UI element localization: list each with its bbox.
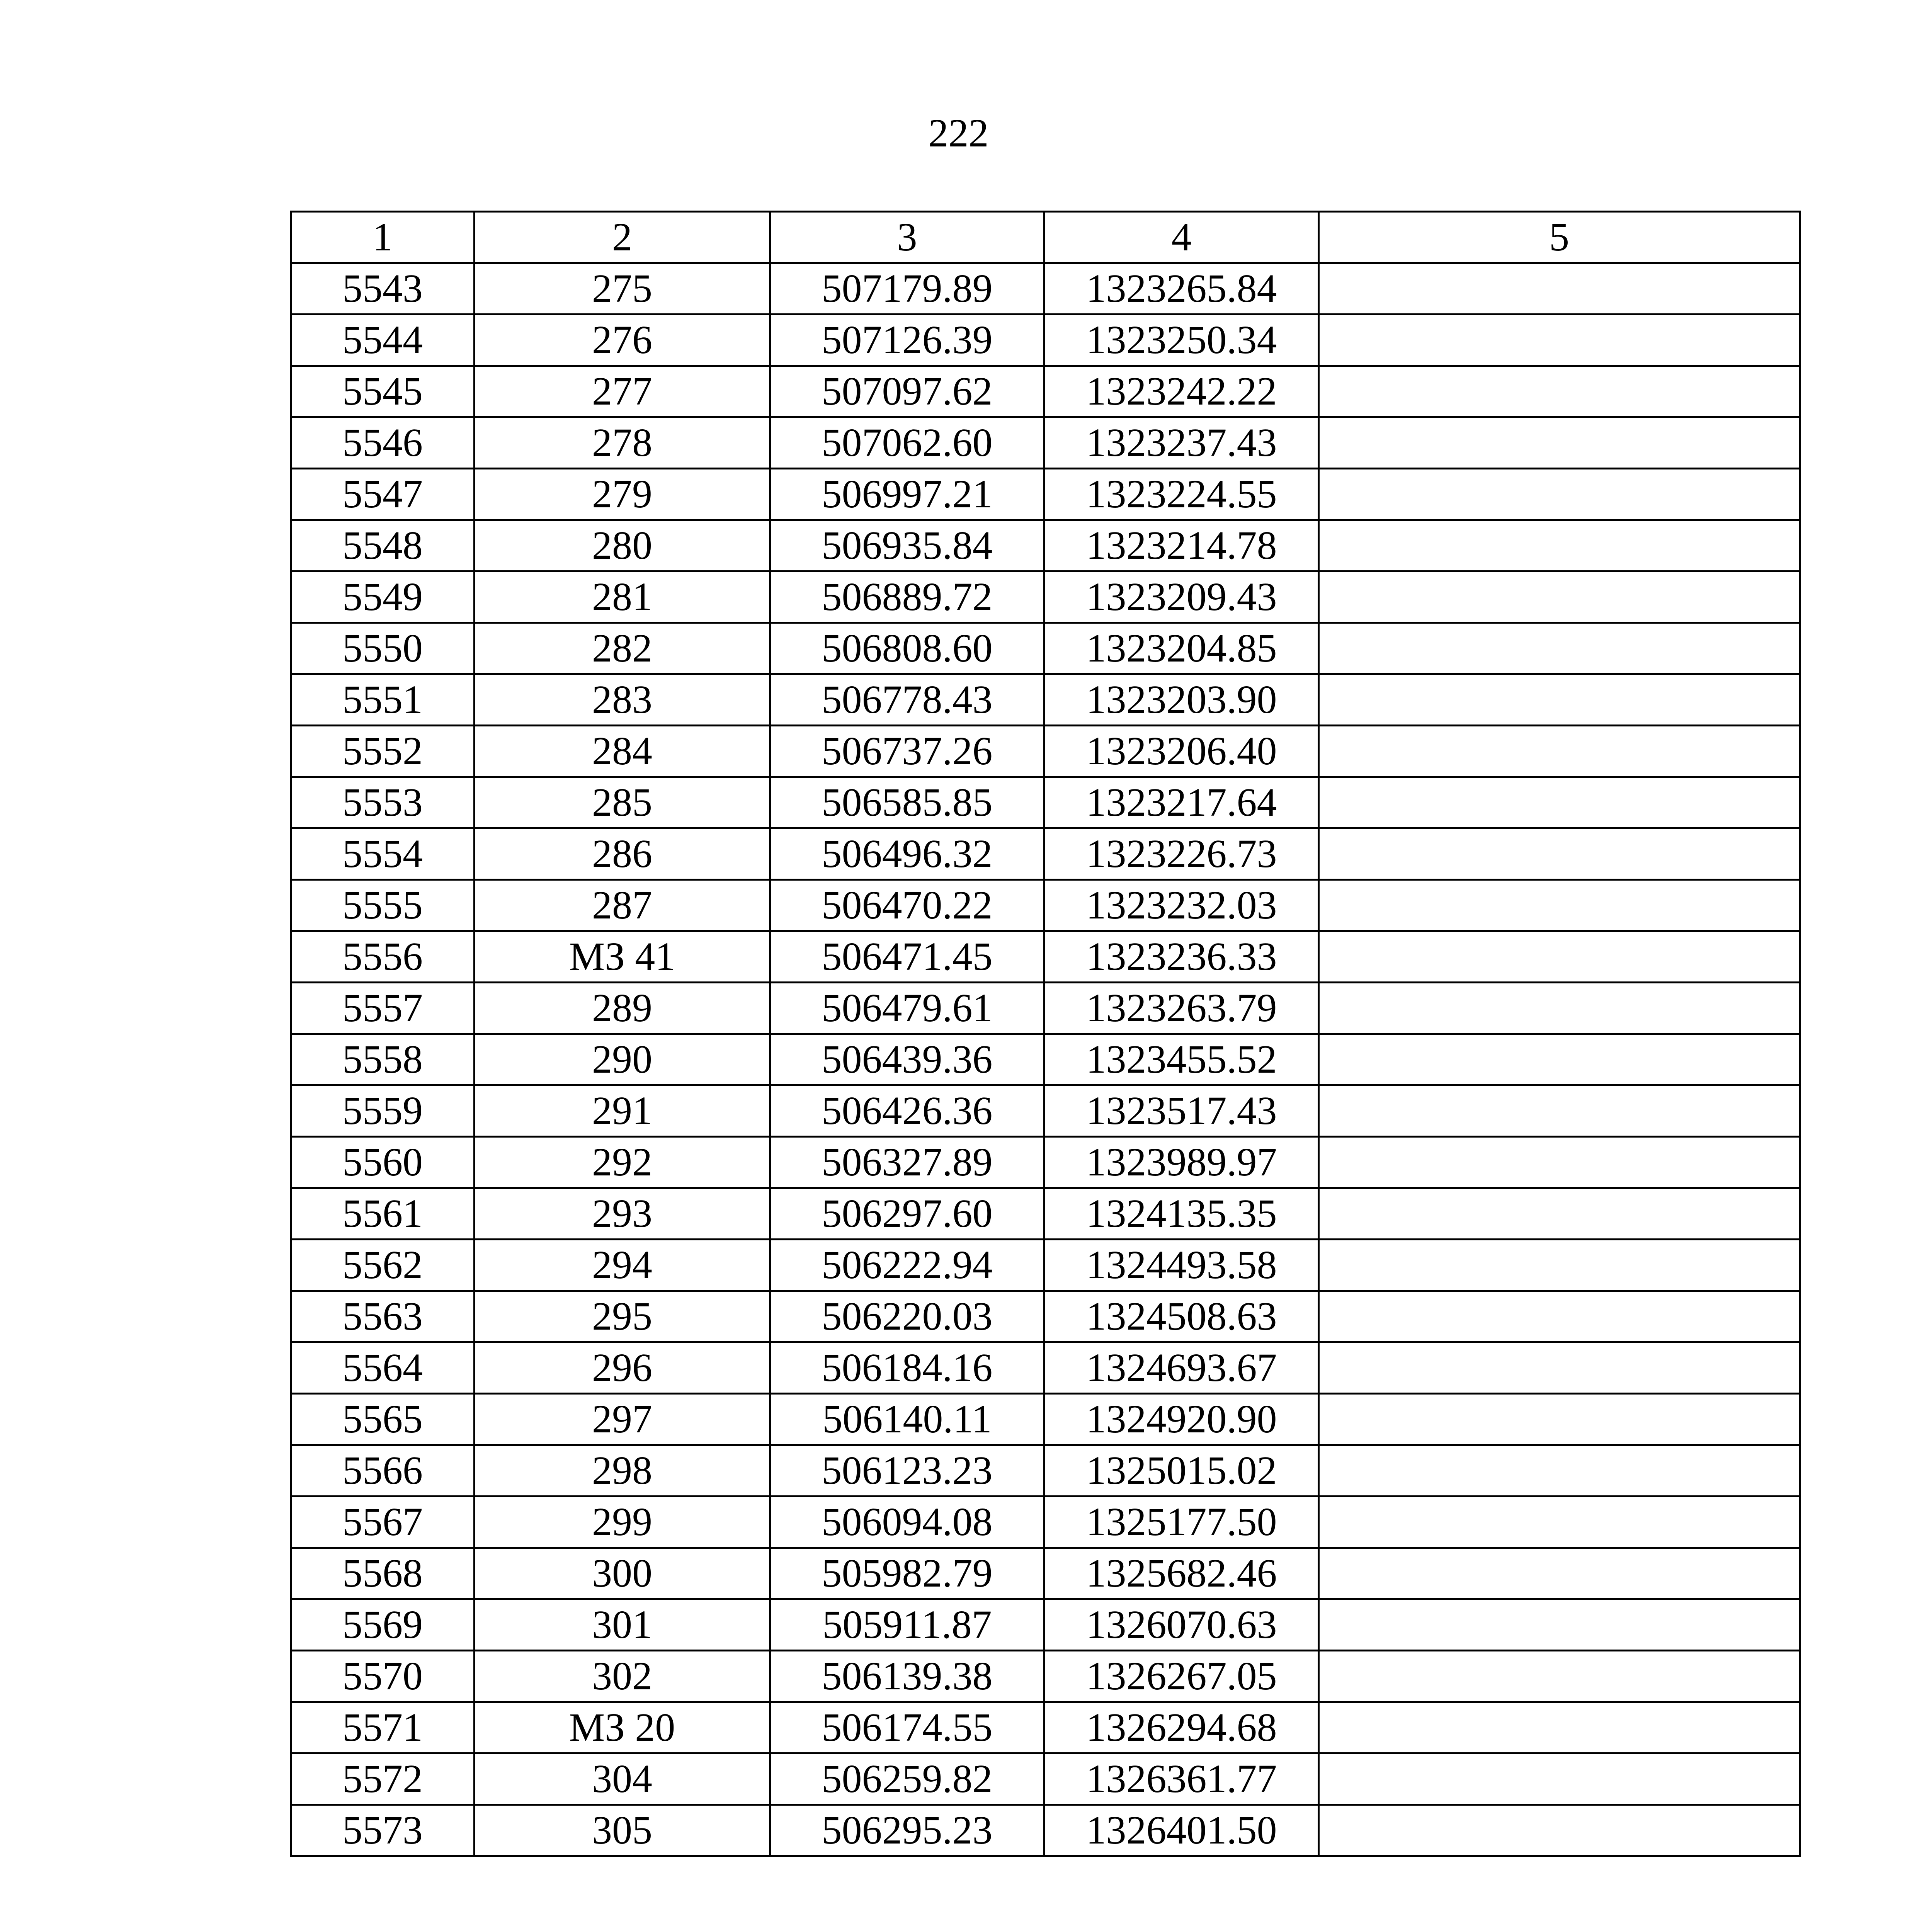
cell-y: 1324135.35 — [1044, 1188, 1319, 1240]
cell-x: 506123.23 — [770, 1445, 1044, 1497]
cell-note — [1319, 1034, 1800, 1085]
cell-x: 506327.89 — [770, 1137, 1044, 1188]
cell-note — [1319, 1240, 1800, 1291]
cell-point-designation: 286 — [475, 828, 770, 880]
cell-point-designation: 289 — [475, 983, 770, 1034]
cell-point-designation: 284 — [475, 726, 770, 777]
cell-y: 1323517.43 — [1044, 1085, 1319, 1137]
cell-y: 1325015.02 — [1044, 1445, 1319, 1497]
table-row — [291, 1702, 1800, 1753]
cell-note — [1319, 1548, 1800, 1599]
cell-x: 506220.03 — [770, 1291, 1044, 1342]
table-row — [291, 1497, 1800, 1548]
cell-x: 506737.26 — [770, 726, 1044, 777]
table-row — [291, 726, 1800, 777]
cell-note — [1319, 931, 1800, 983]
cell-note — [1319, 571, 1800, 623]
cell-y: 1323232.03 — [1044, 880, 1319, 931]
table-row — [291, 366, 1800, 417]
cell-note — [1319, 1702, 1800, 1753]
column-number: 4 — [1044, 212, 1319, 263]
cell-note — [1319, 880, 1800, 931]
cell-x: 506889.72 — [770, 571, 1044, 623]
cell-point-number: 5571 — [291, 1702, 475, 1753]
cell-point-designation: 296 — [475, 1342, 770, 1394]
cell-y: 1323226.73 — [1044, 828, 1319, 880]
cell-point-number: 5551 — [291, 674, 475, 726]
cell-x: 506439.36 — [770, 1034, 1044, 1085]
cell-x: 507097.62 — [770, 366, 1044, 417]
cell-point-number: 5549 — [291, 571, 475, 623]
cell-point-designation: 304 — [475, 1753, 770, 1805]
cell-x: 506259.82 — [770, 1753, 1044, 1805]
cell-point-number: 5553 — [291, 777, 475, 828]
cell-point-number: 5562 — [291, 1240, 475, 1291]
cell-point-number: 5573 — [291, 1805, 475, 1856]
cell-point-number: 5545 — [291, 366, 475, 417]
cell-note — [1319, 1137, 1800, 1188]
cell-y: 1323263.79 — [1044, 983, 1319, 1034]
cell-x: 507126.39 — [770, 315, 1044, 366]
cell-note — [1319, 674, 1800, 726]
cell-y: 1324493.58 — [1044, 1240, 1319, 1291]
cell-point-number: 5544 — [291, 315, 475, 366]
cell-point-number: 5552 — [291, 726, 475, 777]
cell-point-number: 5550 — [291, 623, 475, 674]
coordinates-table-continued — [290, 211, 1801, 1857]
cell-point-designation: 299 — [475, 1497, 770, 1548]
cell-x: 506139.38 — [770, 1651, 1044, 1702]
cell-point-number: 5565 — [291, 1394, 475, 1445]
cell-point-number: 5572 — [291, 1753, 475, 1805]
table-row — [291, 1651, 1800, 1702]
table-row — [291, 1291, 1800, 1342]
page-number: 222 — [928, 111, 989, 155]
cell-point-designation: 297 — [475, 1394, 770, 1445]
cell-point-number: 5557 — [291, 983, 475, 1034]
cell-y: 1325682.46 — [1044, 1548, 1319, 1599]
cell-x: 505911.87 — [770, 1599, 1044, 1651]
cell-point-designation: 294 — [475, 1240, 770, 1291]
cell-y: 1323455.52 — [1044, 1034, 1319, 1085]
cell-y: 1323242.22 — [1044, 366, 1319, 417]
cell-point-designation: 280 — [475, 520, 770, 571]
cell-x: 506094.08 — [770, 1497, 1044, 1548]
table-row — [291, 931, 1800, 983]
cell-point-number: 5548 — [291, 520, 475, 571]
cell-point-number: 5568 — [291, 1548, 475, 1599]
cell-y: 1326070.63 — [1044, 1599, 1319, 1651]
column-number: 1 — [291, 212, 475, 263]
cell-point-designation: 298 — [475, 1445, 770, 1497]
cell-y: 1323236.33 — [1044, 931, 1319, 983]
cell-point-designation: 276 — [475, 315, 770, 366]
cell-point-number: 5561 — [291, 1188, 475, 1240]
cell-x: 506174.55 — [770, 1702, 1044, 1753]
cell-point-designation: 282 — [475, 623, 770, 674]
cell-point-number: 5566 — [291, 1445, 475, 1497]
cell-point-designation: 301 — [475, 1599, 770, 1651]
cell-point-designation: 305 — [475, 1805, 770, 1856]
cell-point-number: 5558 — [291, 1034, 475, 1085]
table-row — [291, 520, 1800, 571]
cell-x: 506222.94 — [770, 1240, 1044, 1291]
cell-point-designation: 287 — [475, 880, 770, 931]
cell-note — [1319, 726, 1800, 777]
table-row — [291, 1137, 1800, 1188]
cell-point-designation: 290 — [475, 1034, 770, 1085]
cell-note — [1319, 1342, 1800, 1394]
cell-y: 1326401.50 — [1044, 1805, 1319, 1856]
cell-note — [1319, 1188, 1800, 1240]
cell-x: 506997.21 — [770, 469, 1044, 520]
table-row — [291, 1240, 1800, 1291]
cell-note — [1319, 1497, 1800, 1548]
cell-x: 506140.11 — [770, 1394, 1044, 1445]
cell-x: 506426.36 — [770, 1085, 1044, 1137]
cell-point-designation: 283 — [475, 674, 770, 726]
cell-x: 507179.89 — [770, 263, 1044, 315]
column-number: 5 — [1319, 212, 1800, 263]
cell-x: 506808.60 — [770, 623, 1044, 674]
table-row — [291, 571, 1800, 623]
table-row — [291, 880, 1800, 931]
cell-note — [1319, 263, 1800, 315]
table-row — [291, 828, 1800, 880]
table-row — [291, 469, 1800, 520]
cell-y: 1325177.50 — [1044, 1497, 1319, 1548]
cell-note — [1319, 417, 1800, 469]
cell-point-number: 5563 — [291, 1291, 475, 1342]
table-row — [291, 1599, 1800, 1651]
cell-point-number: 5543 — [291, 263, 475, 315]
cell-point-number: 5569 — [291, 1599, 475, 1651]
cell-y: 1326361.77 — [1044, 1753, 1319, 1805]
cell-point-designation: 279 — [475, 469, 770, 520]
table-row — [291, 1085, 1800, 1137]
cell-point-designation: МЗ 20 — [475, 1702, 770, 1753]
cell-y: 1323237.43 — [1044, 417, 1319, 469]
cell-y: 1324508.63 — [1044, 1291, 1319, 1342]
cell-y: 1323214.78 — [1044, 520, 1319, 571]
cell-note — [1319, 315, 1800, 366]
cell-point-designation: 291 — [475, 1085, 770, 1137]
cell-note — [1319, 1651, 1800, 1702]
cell-note — [1319, 1805, 1800, 1856]
cell-point-number: 5556 — [291, 931, 475, 983]
table-row — [291, 1188, 1800, 1240]
table-row — [291, 1445, 1800, 1497]
cell-point-number: 5547 — [291, 469, 475, 520]
cell-point-number: 5564 — [291, 1342, 475, 1394]
column-number: 2 — [475, 212, 770, 263]
cell-point-designation: 302 — [475, 1651, 770, 1702]
cell-note — [1319, 1445, 1800, 1497]
table-row — [291, 315, 1800, 366]
cell-point-number: 5560 — [291, 1137, 475, 1188]
cell-point-number: 5567 — [291, 1497, 475, 1548]
cell-x: 506585.85 — [770, 777, 1044, 828]
cell-y: 1324920.90 — [1044, 1394, 1319, 1445]
table-row — [291, 1342, 1800, 1394]
cell-point-designation: 277 — [475, 366, 770, 417]
cell-point-designation: 300 — [475, 1548, 770, 1599]
cell-x: 506778.43 — [770, 674, 1044, 726]
cell-point-designation: МЗ 41 — [475, 931, 770, 983]
table-row — [291, 1753, 1800, 1805]
cell-y: 1323217.64 — [1044, 777, 1319, 828]
cell-point-designation: 292 — [475, 1137, 770, 1188]
cell-y: 1324693.67 — [1044, 1342, 1319, 1394]
table-row — [291, 417, 1800, 469]
cell-point-number: 5570 — [291, 1651, 475, 1702]
cell-note — [1319, 983, 1800, 1034]
table-row — [291, 1805, 1800, 1856]
table-row — [291, 983, 1800, 1034]
cell-note — [1319, 1291, 1800, 1342]
cell-x: 506297.60 — [770, 1188, 1044, 1240]
cell-note — [1319, 1394, 1800, 1445]
table-row — [291, 1548, 1800, 1599]
cell-note — [1319, 1599, 1800, 1651]
cell-point-number: 5546 — [291, 417, 475, 469]
cell-y: 1326294.68 — [1044, 1702, 1319, 1753]
cell-note — [1319, 777, 1800, 828]
cell-note — [1319, 828, 1800, 880]
cell-y: 1323265.84 — [1044, 263, 1319, 315]
cell-point-designation: 295 — [475, 1291, 770, 1342]
cell-y: 1323203.90 — [1044, 674, 1319, 726]
table-row — [291, 1034, 1800, 1085]
cell-y: 1323204.85 — [1044, 623, 1319, 674]
cell-x: 506295.23 — [770, 1805, 1044, 1856]
cell-note — [1319, 1085, 1800, 1137]
table-row — [291, 263, 1800, 315]
cell-point-designation: 285 — [475, 777, 770, 828]
cell-x: 505982.79 — [770, 1548, 1044, 1599]
cell-y: 1323250.34 — [1044, 315, 1319, 366]
table-row — [291, 777, 1800, 828]
cell-y: 1323224.55 — [1044, 469, 1319, 520]
cell-point-number: 5554 — [291, 828, 475, 880]
cell-point-number: 5559 — [291, 1085, 475, 1137]
cell-point-designation: 278 — [475, 417, 770, 469]
cell-x: 506471.45 — [770, 931, 1044, 983]
table-row — [291, 674, 1800, 726]
cell-point-designation: 293 — [475, 1188, 770, 1240]
cell-note — [1319, 623, 1800, 674]
cell-y: 1323209.43 — [1044, 571, 1319, 623]
cell-x: 506470.22 — [770, 880, 1044, 931]
column-number-row — [291, 212, 1800, 263]
table-row — [291, 1394, 1800, 1445]
table-row — [291, 623, 1800, 674]
cell-y: 1323989.97 — [1044, 1137, 1319, 1188]
cell-x: 506496.32 — [770, 828, 1044, 880]
cell-point-number: 5555 — [291, 880, 475, 931]
cell-x: 506184.16 — [770, 1342, 1044, 1394]
cell-point-designation: 281 — [475, 571, 770, 623]
cell-y: 1326267.05 — [1044, 1651, 1319, 1702]
cell-note — [1319, 1753, 1800, 1805]
column-number: 3 — [770, 212, 1044, 263]
cell-x: 507062.60 — [770, 417, 1044, 469]
cell-x: 506479.61 — [770, 983, 1044, 1034]
cell-point-designation: 275 — [475, 263, 770, 315]
cell-note — [1319, 366, 1800, 417]
cell-y: 1323206.40 — [1044, 726, 1319, 777]
cell-note — [1319, 520, 1800, 571]
cell-note — [1319, 469, 1800, 520]
cell-x: 506935.84 — [770, 520, 1044, 571]
